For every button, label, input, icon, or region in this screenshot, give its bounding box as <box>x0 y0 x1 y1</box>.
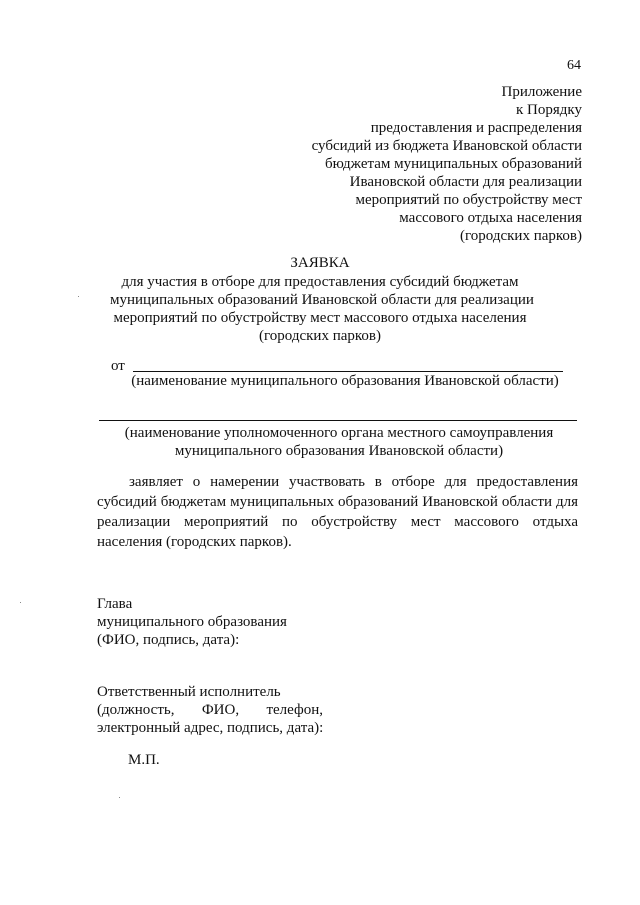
application-title <box>110 254 530 272</box>
page-number: 64 <box>567 58 581 73</box>
from-label: от <box>111 358 125 374</box>
appendix-line: Ивановской области для реализации <box>349 174 582 190</box>
executor-field: ФИО, <box>201 702 240 718</box>
executor-field: (должность, <box>97 702 175 718</box>
subtitle-line: муниципальных образований Ивановской области для реализации <box>110 292 534 308</box>
appendix-line: предоставления и распределения <box>370 120 582 136</box>
scan-speck <box>78 296 79 297</box>
executor-field: телефон, <box>266 702 323 718</box>
appendix-line: субсидий из бюджета Ивановской области <box>311 138 582 154</box>
appendix-line: Приложение <box>501 84 582 100</box>
appendix-line: мероприятий по обустройству мест <box>355 192 582 208</box>
head-fields: (ФИО, подпись, дата): <box>97 632 240 648</box>
application-subtitle <box>110 273 534 345</box>
subtitle-line: мероприятий по обустройству мест массового отдыха населения <box>113 310 527 326</box>
appendix-line: (городских парков) <box>460 228 582 244</box>
statement-line: населения (городских парков). <box>97 534 292 550</box>
statement-paragraph <box>97 472 578 552</box>
organ-hint-line: муниципального образования Ивановской области) <box>174 443 504 459</box>
statement-line: реализации мероприятий по обустройству мест массового отдыха <box>97 514 578 530</box>
subtitle-line: для участия в отборе для предоставления субсидий бюджетам <box>121 274 519 290</box>
municipality-hint: (наименование муниципального образования Ивановской области) <box>131 373 559 389</box>
subtitle-line: (городских парков) <box>259 328 381 344</box>
head-subtitle: муниципального образования <box>97 614 287 630</box>
scan-speck <box>20 602 21 603</box>
head-title: Глава <box>97 596 133 612</box>
organ-hint-line: (наименование уполномоченного органа местного самоуправления <box>124 425 554 441</box>
appendix-line: к Порядку <box>516 102 582 118</box>
executor-fields-cont: электронный адрес, подпись, дата): <box>97 720 324 736</box>
executor-fields-line <box>97 700 323 720</box>
statement-line: субсидий бюджетам муниципальных образований Ивановской области для <box>97 494 578 510</box>
appendix-line: бюджетам муниципальных образований <box>324 156 582 172</box>
organ-fill-line <box>99 420 577 421</box>
scan-speck <box>119 797 120 798</box>
statement-line: заявляет о намерении участвовать в отборе для предоставления <box>129 474 578 490</box>
appendix-line: массового отдыха населения <box>399 210 582 226</box>
stamp-place: М.П. <box>128 752 160 768</box>
title-heading: ЗАЯВКА <box>290 255 350 271</box>
executor-title: Ответственный исполнитель <box>97 684 281 700</box>
